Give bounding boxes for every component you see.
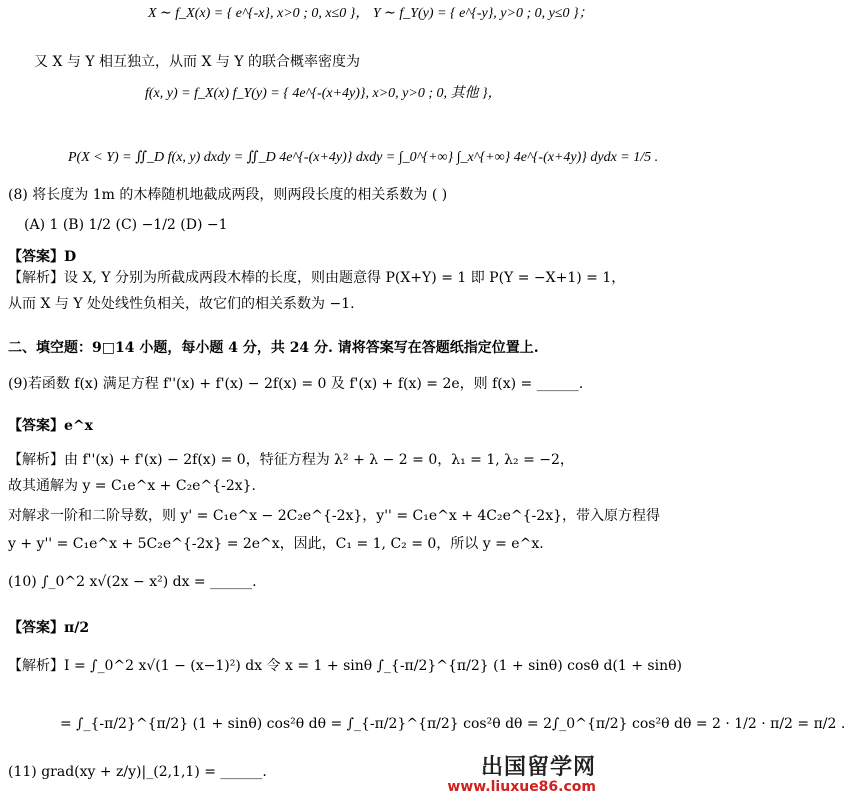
section-heading-fill-in: 二、填空题：9□14 小题，每小题 4 分，共 24 分. 请将答案写在答题纸指定位置上. — [8, 340, 539, 356]
analysis-10-line2: = ∫_{-π/2}^{π/2} (1 + sinθ) cos²θ dθ = ∫_{-π/2}^{π/2} cos²θ dθ = 2∫_0^{π/2} cos²θ dθ = 2 · 1/2 · π/2 = π/2 . — [60, 716, 845, 732]
analysis-9-line1: 【解析】由 f''(x) + f'(x) − 2f(x) = 0，特征方程为 λ² + λ − 2 = 0，λ₁ = 1, λ₂ = −2， — [8, 452, 574, 468]
line-probability-integral: P(X < Y) = ∬_D f(x, y) dxdy = ∬_D 4e^{-(x+4y)} dxdy = ∫_0^{+∞} ∫_x^{+∞} 4e^{-(x+4y)} dydx = 1/5 . — [68, 150, 659, 165]
analysis-8-line2: 从而 X 与 Y 处处线性负相关，故它们的相关系数为 −1. — [8, 296, 355, 312]
line-independence: 又 X 与 Y 相互独立，从而 X 与 Y 的联合概率密度为 — [34, 54, 361, 70]
line-joint-density: f(x, y) = f_X(x) f_Y(y) = { 4e^{-(x+4y)}, x>0, y>0 ; 0, 其他 }， — [145, 86, 502, 101]
analysis-9-line4: y + y'' = C₁e^x + 5C₂e^{-2x} = 2e^x，因此，C₁ = 1, C₂ = 0，所以 y = e^x. — [8, 536, 544, 552]
watermark-url: www.liuxue86.com — [447, 779, 596, 795]
question-9: (9)若函数 f(x) 满足方程 f''(x) + f'(x) − 2f(x) = 0 及 f'(x) + f(x) = 2e，则 f(x) = ______. — [8, 376, 584, 392]
watermark-name: 出国留学网 — [480, 755, 596, 780]
answer-10: 【答案】π/2 — [8, 620, 90, 636]
watermark-logo — [447, 750, 596, 795]
question-11: (11) grad(xy + z/y)|_(2,1,1) = ______. — [8, 764, 267, 780]
answer-8: 【答案】D — [8, 249, 77, 265]
answer-9: 【答案】e^x — [8, 418, 93, 434]
analysis-10-line1: 【解析】I = ∫_0^2 x√(1 − (x−1)²) dx 令 x = 1 + sinθ ∫_{-π/2}^{π/2} (1 + sinθ) cosθ d(1 + sinθ) — [8, 658, 682, 674]
analysis-9-line2: 故其通解为 y = C₁e^x + C₂e^{-2x}. — [8, 478, 256, 494]
analysis-8-line1: 【解析】设 X, Y 分别为所截成两段木棒的长度，则由题意得 P(X+Y) = 1 即 P(Y = −X+1) = 1， — [8, 270, 626, 286]
question-10: (10) ∫_0^2 x√(2x − x²) dx = ______. — [8, 574, 257, 590]
analysis-9-line3: 对解求一阶和二阶导数，则 y' = C₁e^x − 2C₂e^{-2x}，y'' = C₁e^x + 4C₂e^{-2x}，带入原方程得 — [8, 508, 660, 524]
question-8: (8) 将长度为 1m 的木棒随机地截成两段，则两段长度的相关系数为 ( ) — [8, 187, 448, 203]
line-x-y-density: X ∼ f_X(x) = { e^{-x}, x>0 ; 0, x≤0 }， Y ∼ f_Y(y) = { e^{-y}, y>0 ; 0, y≤0 }； — [148, 6, 593, 21]
question-8-options: (A) 1 (B) 1/2 (C) −1/2 (D) −1 — [24, 217, 228, 233]
